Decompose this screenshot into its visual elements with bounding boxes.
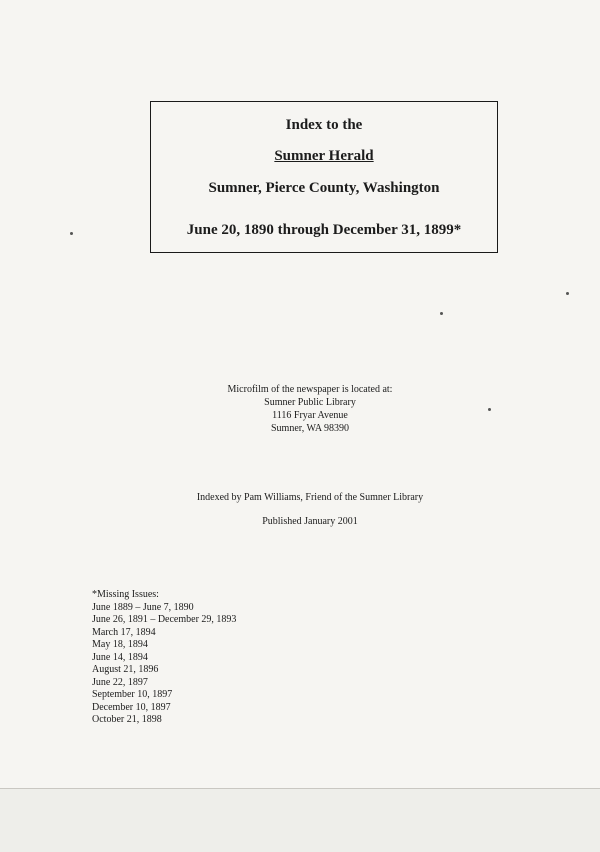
missing-issues-heading: *Missing Issues:	[92, 589, 159, 600]
title-box	[150, 101, 498, 253]
missing-issue-item: June 26, 1891 – December 29, 1893	[92, 614, 237, 625]
published-date: Published January 2001	[262, 516, 358, 527]
missing-issue-item: March 17, 1894	[92, 626, 156, 638]
title-line-location: Sumner, Pierce County, Washington	[208, 180, 440, 196]
title-line-newspaper	[151, 148, 497, 165]
missing-issues-list	[92, 589, 236, 727]
missing-issue-item: August 21, 1896	[92, 664, 159, 675]
missing-issue-item: June 1889 – June 7, 1890	[92, 601, 194, 613]
missing-issue-item: June 22, 1897	[92, 676, 148, 688]
indexed-by-credit: Indexed by Pam Williams, Friend of the Sumner Library	[196, 492, 424, 503]
missing-issue-item: June 14, 1894	[92, 651, 148, 663]
library-city: Sumner, WA 98390	[270, 423, 350, 434]
library-name: Sumner Public Library	[264, 397, 356, 408]
missing-issue-item: October 21, 1898	[92, 714, 162, 725]
missing-issue-item: September 10, 1897	[92, 689, 173, 700]
speck-mark	[70, 232, 73, 235]
speck-mark	[566, 292, 569, 295]
speck-mark	[488, 408, 491, 411]
scan-bottom-margin	[0, 788, 600, 852]
speck-mark	[440, 312, 443, 315]
library-street: 1116 Fryar Avenue	[272, 410, 348, 421]
microfilm-location-block	[180, 383, 440, 435]
microfilm-intro: Microfilm of the newspaper is located at:	[227, 384, 393, 395]
title-line-date-range: June 20, 1890 through December 31, 1899*	[186, 222, 462, 238]
newspaper-name: Sumner Herald	[274, 148, 374, 164]
missing-issue-item: December 10, 1897	[92, 701, 171, 713]
title-line-index: Index to the	[285, 117, 363, 133]
missing-issue-item: May 18, 1894	[92, 639, 148, 650]
